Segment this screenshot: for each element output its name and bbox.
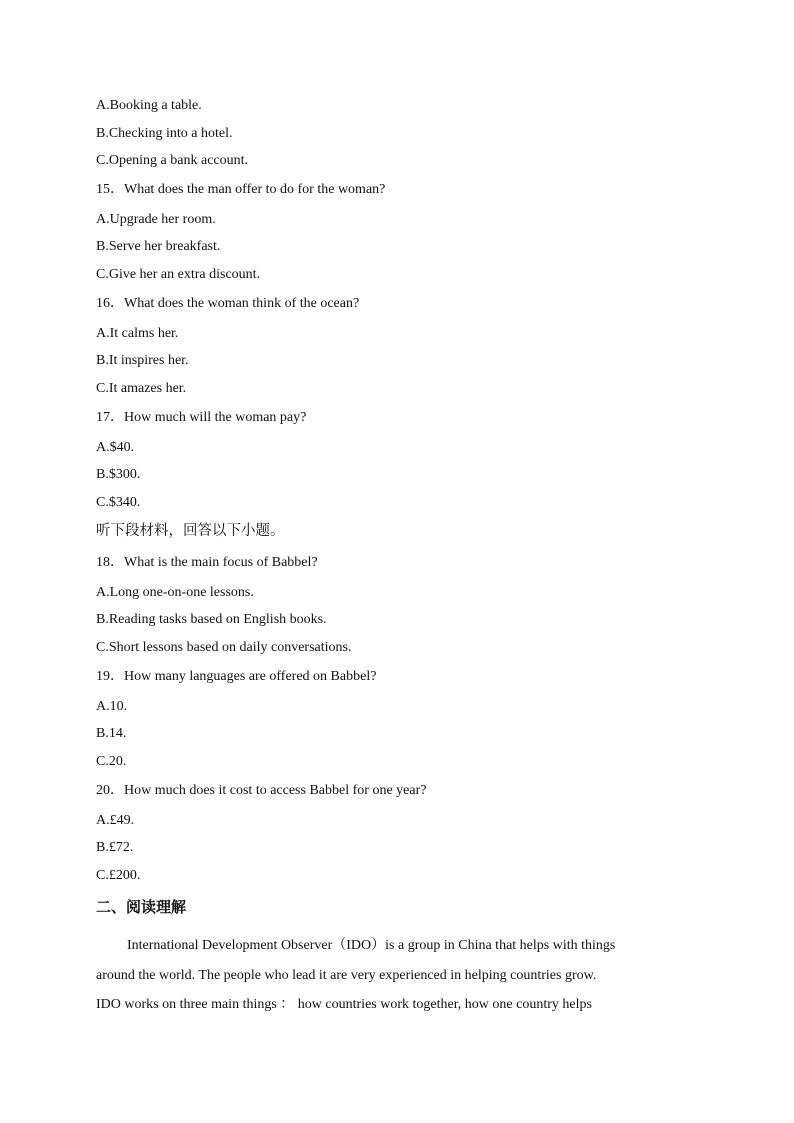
- q14-option-c: C.Opening a bank account.: [96, 153, 249, 168]
- q19-option-b: B.14.: [96, 726, 127, 741]
- q20-option-a: A.£49.: [96, 813, 135, 828]
- q17-question: 17．How much will the woman pay?: [96, 410, 307, 425]
- q16-option-b: B.It inspires her.: [96, 353, 189, 368]
- q17-option-b: B.$300.: [96, 467, 141, 482]
- section-instruction: 听下段材料，回答以下小题。: [96, 523, 285, 539]
- q19-question: 19．How many languages are offered on Babbel?: [96, 669, 377, 684]
- q16-option-a: A.It calms her.: [96, 326, 179, 341]
- q14-option-b: B.Checking into a hotel.: [96, 126, 233, 141]
- q18-question: 18．What is the main focus of Babbel?: [96, 555, 318, 570]
- reading-passage-line-1: International Development Observer（IDO）is a group in China that helps with things: [127, 938, 616, 953]
- q20-question: 20．How much does it cost to access Babbel for one year?: [96, 783, 427, 798]
- reading-heading: 二、阅读理解: [96, 898, 187, 916]
- q18-option-c: C.Short lessons based on daily conversations.: [96, 640, 352, 655]
- q19-option-c: C.20.: [96, 754, 127, 769]
- q17-option-a: A.$40.: [96, 440, 135, 455]
- q17-option-c: C.$340.: [96, 495, 141, 510]
- reading-passage-line-2: around the world. The people who lead it are very experienced in helping countries grow.: [96, 968, 597, 983]
- q18-option-a: A.Long one-on-one lessons.: [96, 585, 254, 600]
- q18-option-b: B.Reading tasks based on English books.: [96, 612, 327, 627]
- q14-option-a: A.Booking a table.: [96, 98, 202, 113]
- q16-question: 16．What does the woman think of the ocean?: [96, 296, 360, 311]
- reading-passage-line-3: IDO works on three main things ： how countries work together, how one country helps: [96, 997, 592, 1012]
- q19-option-a: A.10.: [96, 699, 128, 714]
- q15-option-b: B.Serve her breakfast.: [96, 239, 221, 254]
- q15-question: 15．What does the man offer to do for the woman?: [96, 182, 386, 197]
- q15-option-c: C.Give her an extra discount.: [96, 267, 261, 282]
- q20-option-c: C.£200.: [96, 868, 141, 883]
- q20-option-b: B.£72.: [96, 840, 134, 855]
- q15-option-a: A.Upgrade her room.: [96, 212, 216, 227]
- q16-option-c: C.It amazes her.: [96, 381, 187, 396]
